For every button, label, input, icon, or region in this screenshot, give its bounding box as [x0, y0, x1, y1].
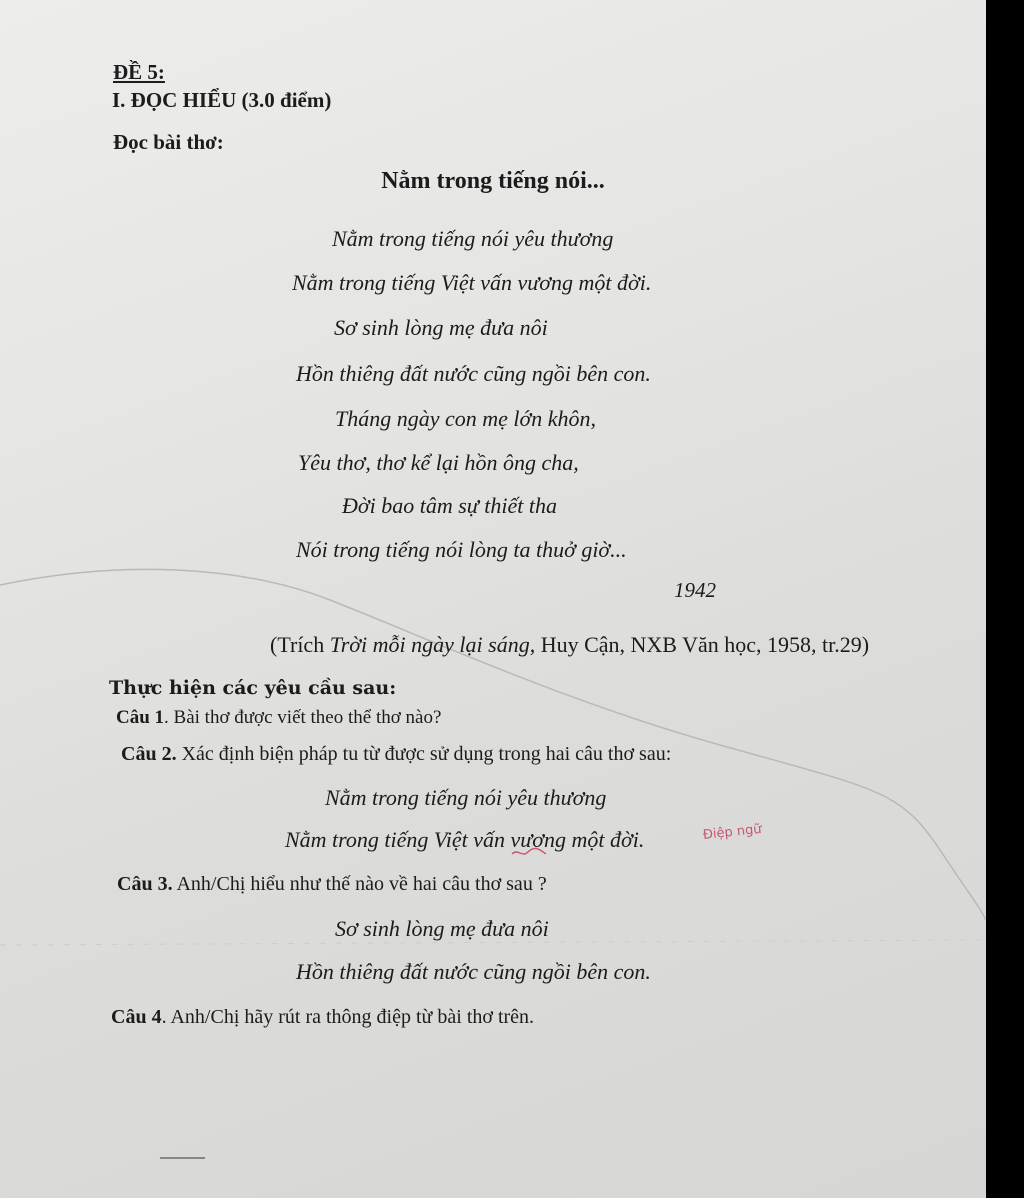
background-edge [986, 0, 1024, 1198]
section-heading: I. ĐỌC HIỂU (3.0 điểm) [112, 88, 332, 112]
question-2-verse: Nằm trong tiếng Việt vấn vương một đời. [285, 827, 645, 852]
question-3-text: Anh/Chị hiểu như thế nào về hai câu thơ sau ? [172, 873, 547, 895]
question-2-verse: Nằm trong tiếng nói yêu thương [325, 785, 607, 810]
poem-year: 1942 [674, 578, 716, 602]
citation-suffix: , Huy Cận, NXB Văn học, 1958, tr.29) [529, 632, 870, 657]
question-3-label: Câu 3. [117, 873, 173, 895]
poem-line: Đời bao tâm sự thiết tha [342, 493, 558, 518]
requirements-heading: Thực hiện các yêu cầu sau: [109, 677, 397, 699]
poem-line: Tháng ngày con mẹ lớn khôn, [335, 406, 597, 431]
poem-line: Sơ sinh lòng mẹ đưa nôi [334, 315, 548, 340]
citation [270, 632, 869, 658]
question-1-label: Câu 1 [116, 707, 165, 728]
handwritten-note: Điệp ngữ [702, 821, 763, 843]
question-3 [117, 873, 547, 896]
question-1 [116, 707, 441, 729]
reading-instruction: Đọc bài thơ: [113, 130, 224, 154]
handwritten-underline [510, 846, 550, 858]
poem-line: Yêu thơ, thơ kể lại hồn ông cha, [298, 450, 579, 475]
question-2 [121, 743, 671, 766]
question-4-text: . Anh/Chị hãy rút ra thông điệp từ bài thơ trên. [161, 1006, 535, 1028]
citation-prefix: (Trích [270, 632, 330, 657]
question-1-text: . Bài thơ được viết theo thể thơ nào? [164, 707, 442, 728]
question-4 [111, 1006, 534, 1029]
citation-work: Trời mỗi ngày lại sáng [329, 632, 530, 657]
poem-line: Nằm trong tiếng nói yêu thương [332, 226, 614, 251]
exam-code: ĐỀ 5: [113, 60, 165, 84]
question-2-text: Xác định biện pháp tu từ được sử dụng trong hai câu thơ sau: [176, 743, 672, 765]
question-4-label: Câu 4 [111, 1006, 162, 1028]
poem-line: Hồn thiêng đất nước cũng ngồi bên con. [296, 361, 651, 386]
poem-line: Nói trong tiếng nói lòng ta thuở giờ... [296, 537, 627, 562]
poem-line: Nằm trong tiếng Việt vấn vương một đời. [292, 270, 652, 295]
question-3-verse: Hồn thiêng đất nước cũng ngồi bên con. [296, 959, 651, 984]
question-3-verse: Sơ sinh lòng mẹ đưa nôi [335, 916, 549, 941]
poem-title: Nằm trong tiếng nói... [381, 168, 605, 194]
question-2-label: Câu 2. [121, 743, 177, 765]
